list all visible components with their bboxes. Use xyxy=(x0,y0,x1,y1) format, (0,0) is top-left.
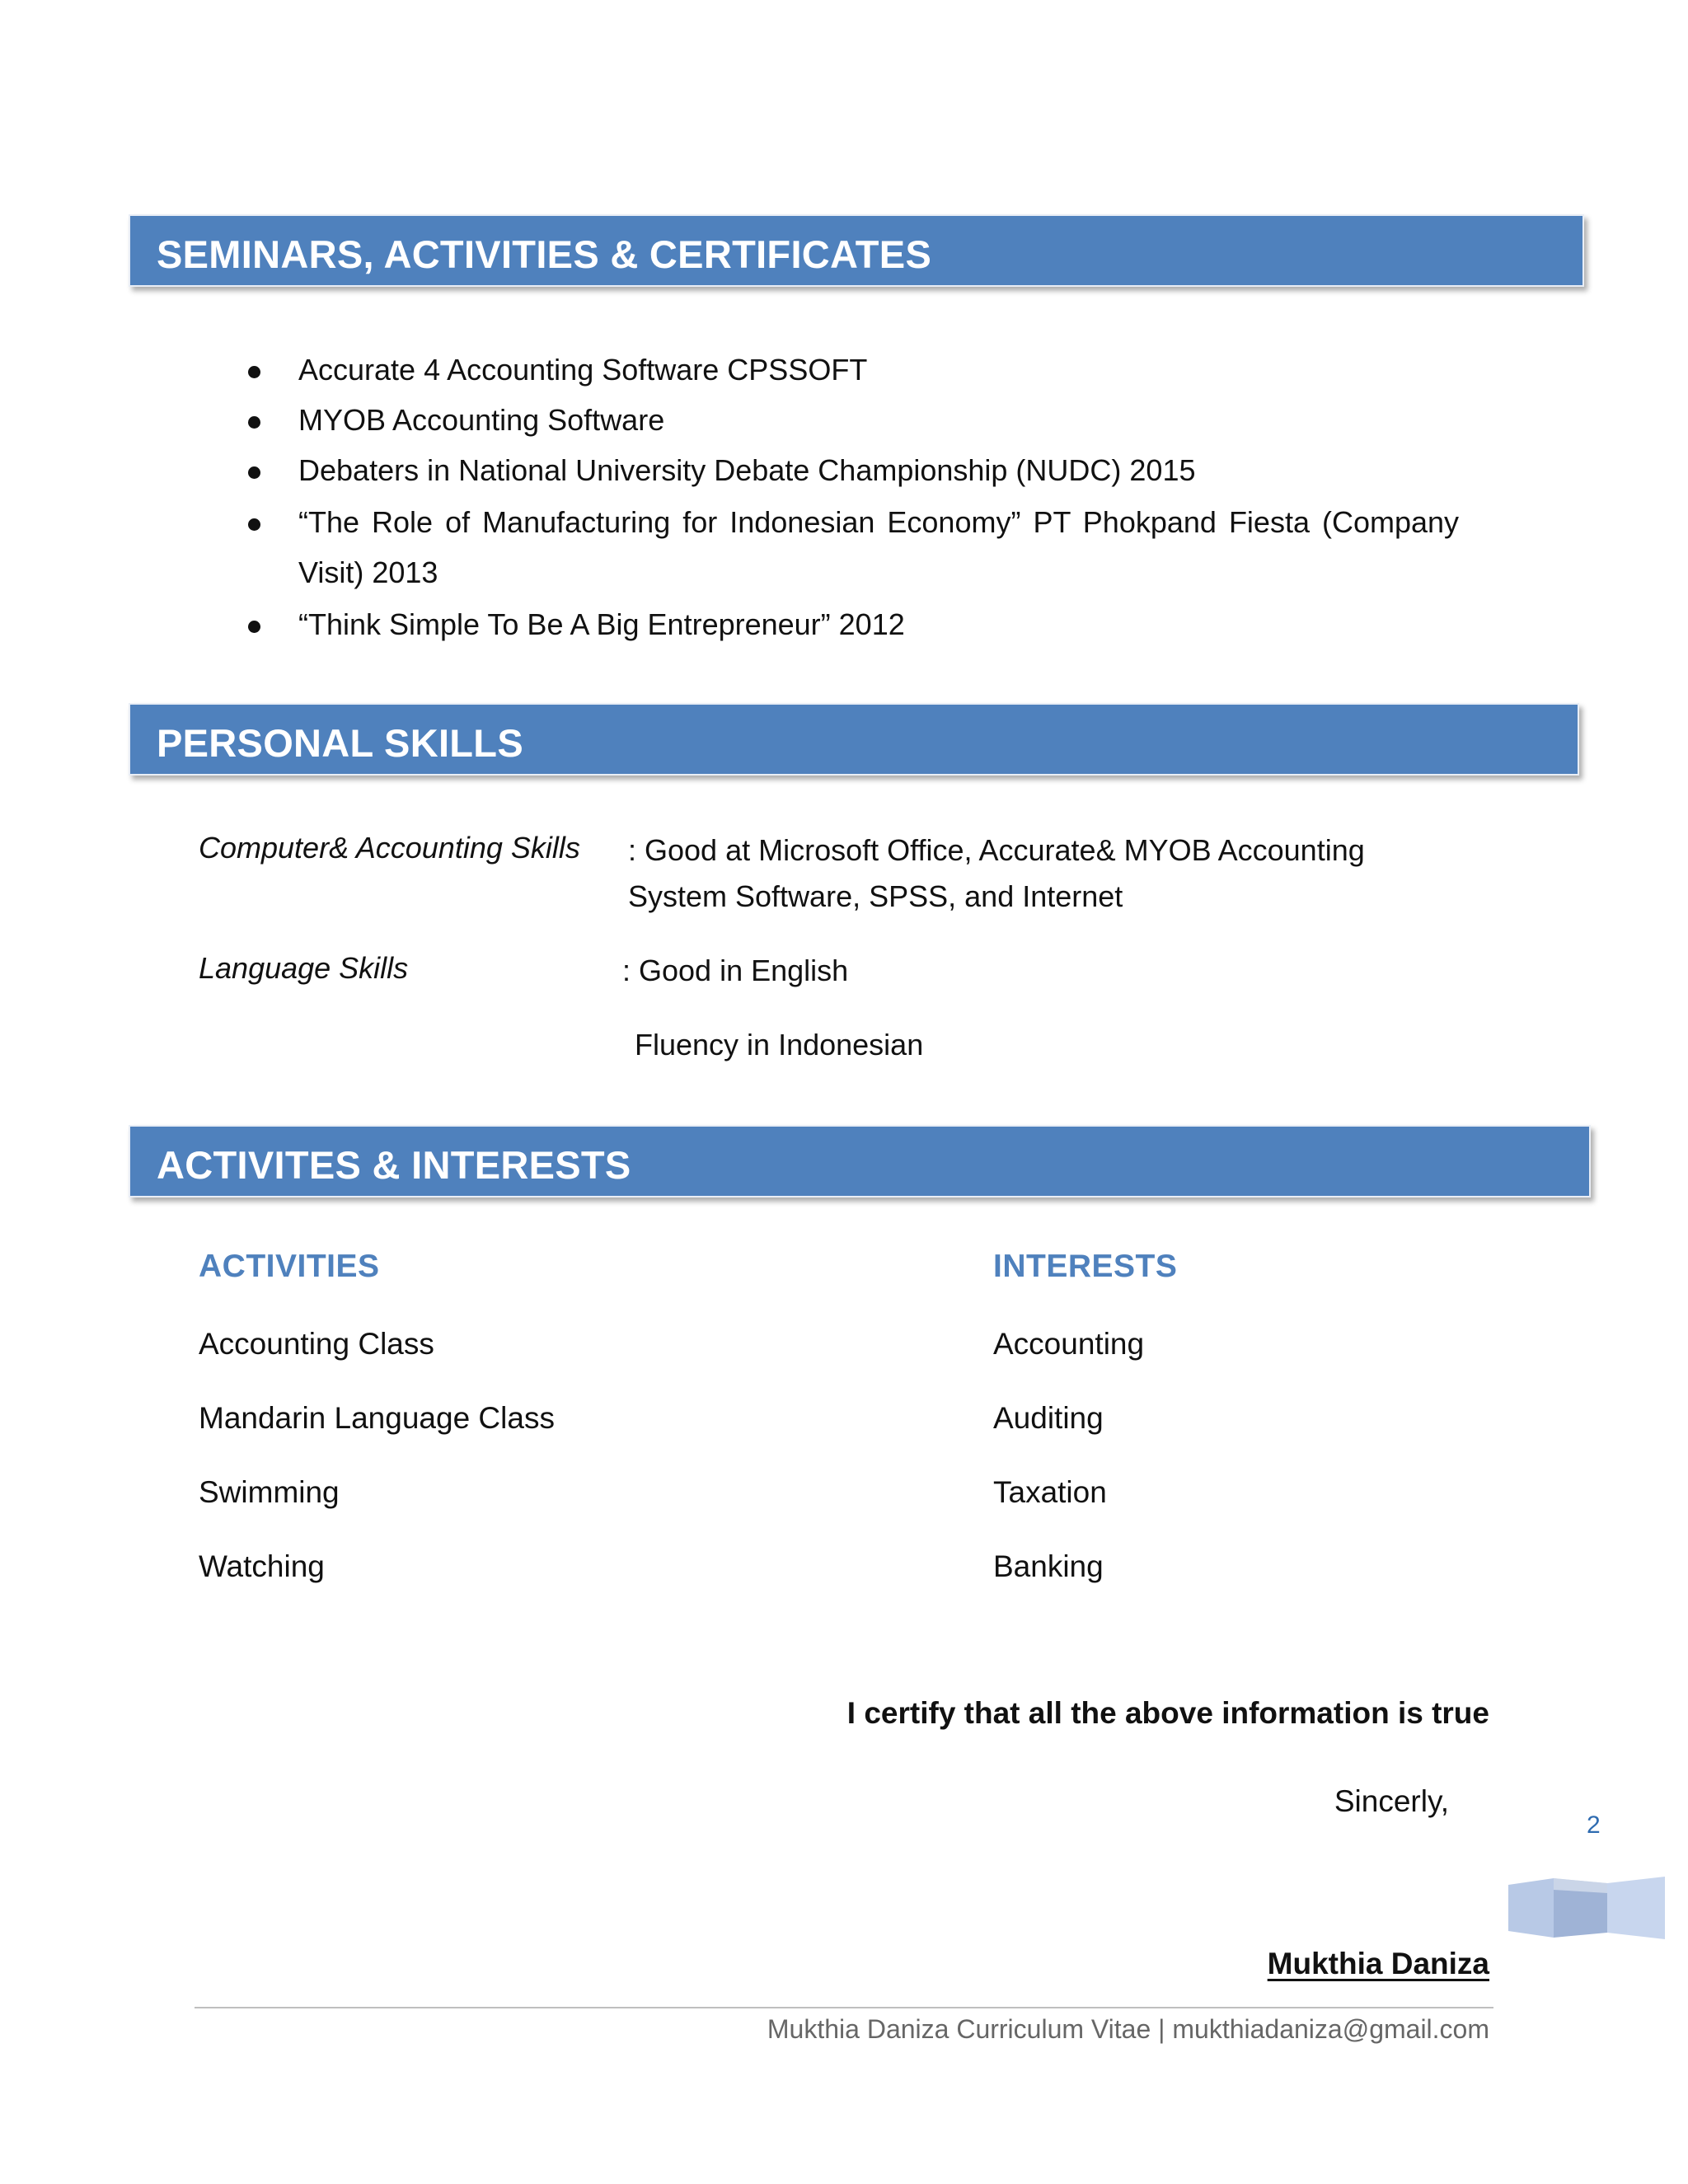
list-item: Debaters in National University Debate Championship (NUDC) 2015 xyxy=(243,445,1496,495)
sincerely-text: Sincerly, xyxy=(1334,1784,1449,1818)
section-title-seminars: SEMINARS, ACTIVITIES & CERTIFICATES xyxy=(157,232,932,276)
list-item: Accurate 4 Accounting Software CPSSOFT xyxy=(243,344,1496,395)
footer-divider xyxy=(195,2007,1493,2008)
section-title-activities-interests: ACTIVITES & INTERESTS xyxy=(157,1142,631,1187)
certification-statement: I certify that all the above information is true xyxy=(846,1696,1489,1730)
bullet-icon xyxy=(248,416,260,429)
computer-skills-value-line1: : Good at Microsoft Office, Accurate& MYOB Accounting xyxy=(628,833,1365,867)
activity-item: Watching xyxy=(199,1549,325,1583)
interest-item: Auditing xyxy=(993,1401,1104,1435)
computer-skills-label: Computer& Accounting Skills xyxy=(199,831,580,865)
activities-heading: ACTIVITIES xyxy=(199,1249,380,1284)
section-header-seminars xyxy=(129,214,1584,287)
bullet-icon xyxy=(248,366,260,378)
bullet-icon xyxy=(248,621,260,633)
signature-name: Mukthia Daniza xyxy=(1267,1947,1489,1980)
section-header-personal-skills xyxy=(129,703,1579,776)
bullet-icon xyxy=(248,518,260,531)
language-skills-value-line2: Fluency in Indonesian xyxy=(635,1028,924,1062)
interest-item: Banking xyxy=(993,1549,1104,1583)
list-item: MYOB Accounting Software xyxy=(243,395,1496,445)
list-item: “The Role of Manufacturing for Indonesian Economy” PT Phokpand Fiesta (Company Visit) 2013 xyxy=(243,497,1496,598)
bullet-icon xyxy=(248,466,260,479)
computer-skills-value-line2: System Software, SPSS, and Internet xyxy=(628,879,1123,913)
activity-item: Mandarin Language Class xyxy=(199,1401,555,1435)
list-item: “Think Simple To Be A Big Entrepreneur” 2012 xyxy=(243,599,1496,649)
page-number: 2 xyxy=(1587,1811,1601,1839)
section-title-personal-skills: PERSONAL SKILLS xyxy=(157,720,523,765)
interest-item: Accounting xyxy=(993,1327,1145,1361)
interest-item: Taxation xyxy=(993,1475,1107,1509)
language-skills-label: Language Skills xyxy=(199,951,409,985)
activity-item: Accounting Class xyxy=(199,1327,434,1361)
page-corner-graphic xyxy=(1508,1875,1665,1941)
footer-text: Mukthia Daniza Curriculum Vitae | mukthiadaniza@gmail.com xyxy=(767,2014,1489,2044)
section-header-activities-interests xyxy=(129,1125,1591,1197)
interests-heading: INTERESTS xyxy=(993,1249,1178,1284)
language-skills-value-line1: : Good in English xyxy=(622,954,849,987)
seminars-list xyxy=(243,344,1496,649)
activity-item: Swimming xyxy=(199,1475,340,1509)
